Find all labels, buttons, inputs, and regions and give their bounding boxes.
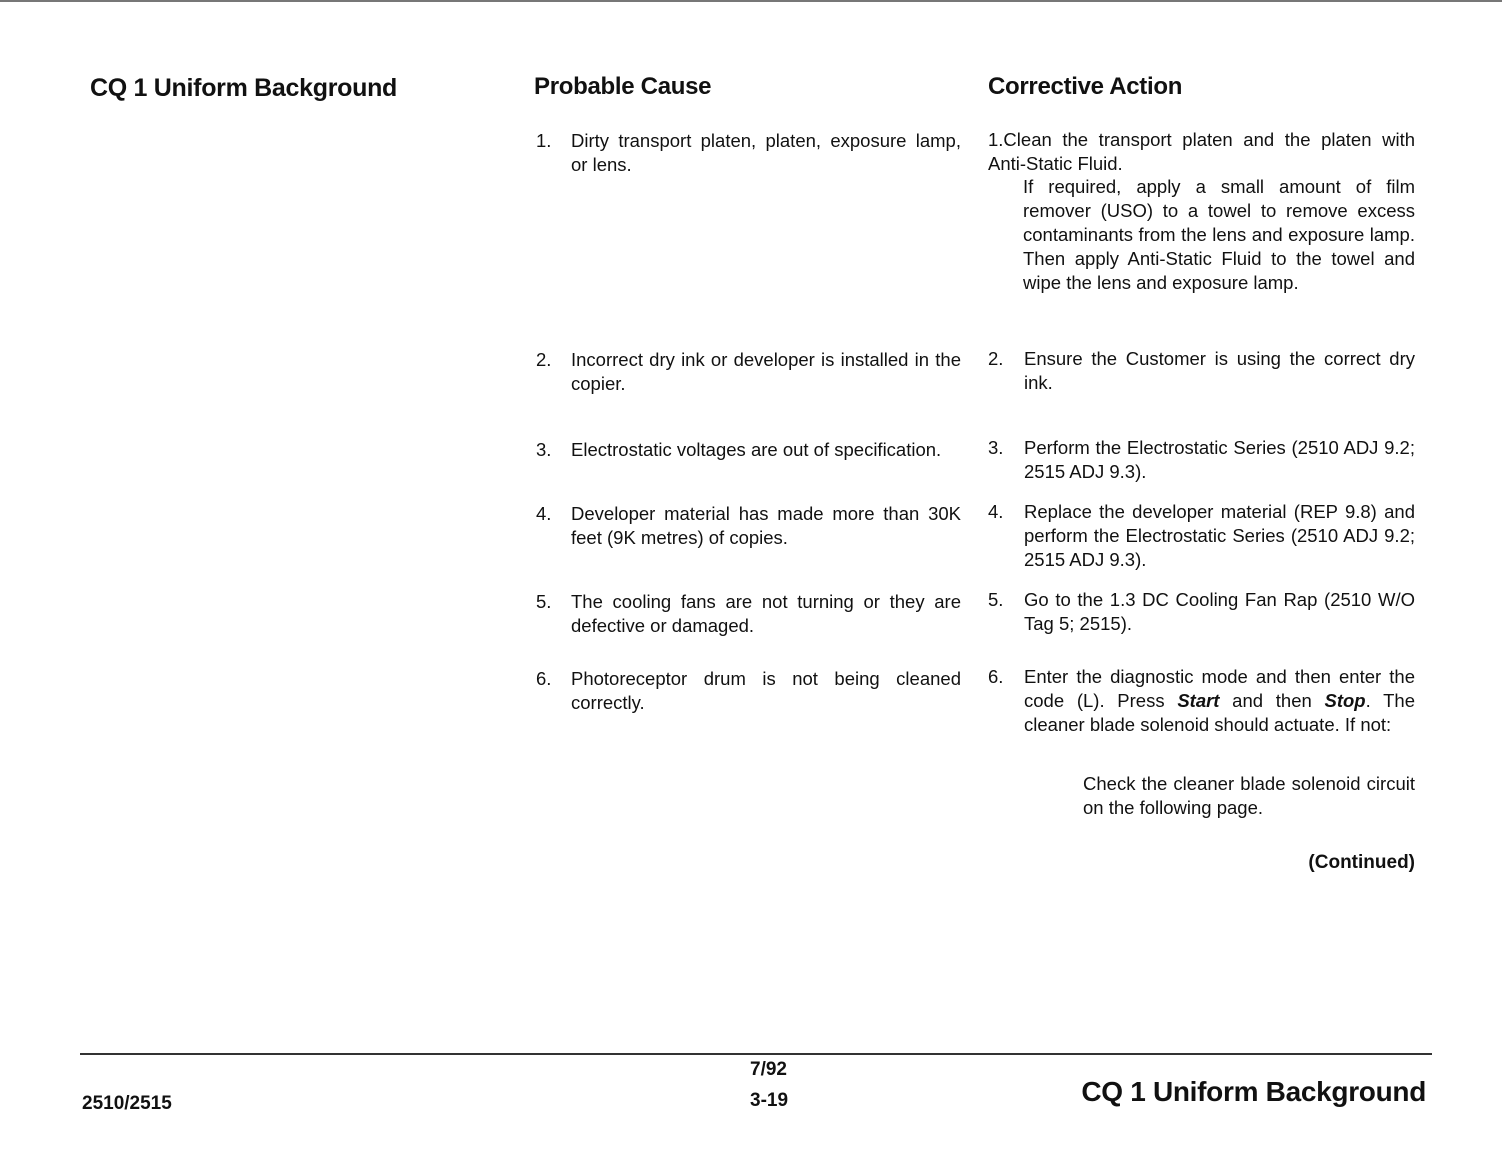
cause-item-4: [536, 502, 961, 550]
cause-text: Dirty transport platen, platen, exposure lamp, or lens.: [571, 130, 961, 175]
cause-item-1: [536, 129, 961, 177]
footer-rule: [80, 1053, 1432, 1055]
cause-item-2: [536, 348, 961, 396]
action-number: 6.: [988, 666, 1004, 687]
cause-text: Incorrect dry ink or developer is installed in the copier.: [571, 349, 961, 394]
start-key-label: Start: [1177, 690, 1220, 711]
footer-section-title: CQ 1 Uniform Background: [1081, 1076, 1426, 1107]
cause-number: 4.: [536, 503, 552, 524]
action-item-5: [988, 588, 1415, 636]
cause-text: Electrostatic voltages are out of specification.: [571, 439, 942, 460]
action-item-2: [988, 347, 1415, 395]
action-item-1-detail: If required, apply a small amount of film remover (USO) to a towel to remove excess contaminants from the lens and exposure lamp. Then apply Anti-Static Fluid to the towel and wipe the lens and exposure lamp.: [1023, 176, 1415, 293]
cause-item-5: [536, 590, 961, 638]
cause-number: 1.: [536, 130, 552, 151]
action-number: 3.: [988, 437, 1004, 458]
action-number: 2.: [988, 348, 1004, 369]
cause-text: Photoreceptor drum is not being cleaned correctly.: [571, 668, 961, 713]
action-text: Perform the Electrostatic Series (2510 ADJ 9.2; 2515 ADJ 9.3).: [1024, 437, 1415, 482]
cause-text: Developer material has made more than 30K feet (9K metres) of copies.: [571, 503, 961, 548]
action-item-3: [988, 436, 1415, 484]
cause-number: 6.: [536, 668, 552, 689]
action-item-6-detail: Check the cleaner blade solenoid circuit on the following page.: [1083, 773, 1415, 818]
action-text-part: Enter the diagnostic mode and then enter the code (L). Press: [1024, 666, 1415, 711]
action-item-6: [988, 665, 1415, 737]
cause-number: 3.: [536, 439, 552, 460]
action-text-part: . The cleaner blade solenoid should actuate. If not:: [1024, 690, 1416, 735]
action-number: 4.: [988, 501, 1004, 522]
action-text: Go to the 1.3 DC Cooling Fan Rap (2510 W/O Tag 5; 2515).: [1024, 589, 1415, 634]
top-edge-rule: [0, 0, 1502, 2]
continued-note: (Continued): [1308, 852, 1415, 873]
cause-item-3: [536, 438, 961, 462]
section-title: CQ 1 Uniform Background: [90, 74, 398, 102]
action-item-4: [988, 500, 1415, 572]
cause-number: 5.: [536, 591, 552, 612]
action-text: [1024, 665, 1415, 737]
corrective-action-heading: Corrective Action: [988, 73, 1183, 100]
cause-text: The cooling fans are not turning or they are defective or damaged.: [571, 591, 961, 636]
action-text-part: and then: [1219, 690, 1325, 711]
stop-key-label: Stop: [1324, 690, 1366, 711]
action-item-1: 1.Clean the transport platen and the platen with Anti-Static Fluid.: [988, 129, 1415, 174]
action-number: 5.: [988, 589, 1004, 610]
action-text: Ensure the Customer is using the correct dry ink.: [1024, 348, 1415, 393]
action-text: Replace the developer material (REP 9.8) and perform the Electrostatic Series (2510 ADJ 9.2; 2515 ADJ 9.3).: [1024, 501, 1415, 570]
footer-model: 2510/2515: [82, 1093, 172, 1114]
footer-date: 7/92: [750, 1059, 787, 1080]
footer-page-number: 3-19: [750, 1090, 789, 1111]
cause-item-6: [536, 667, 961, 715]
cause-number: 2.: [536, 349, 552, 370]
probable-cause-heading: Probable Cause: [534, 73, 712, 100]
